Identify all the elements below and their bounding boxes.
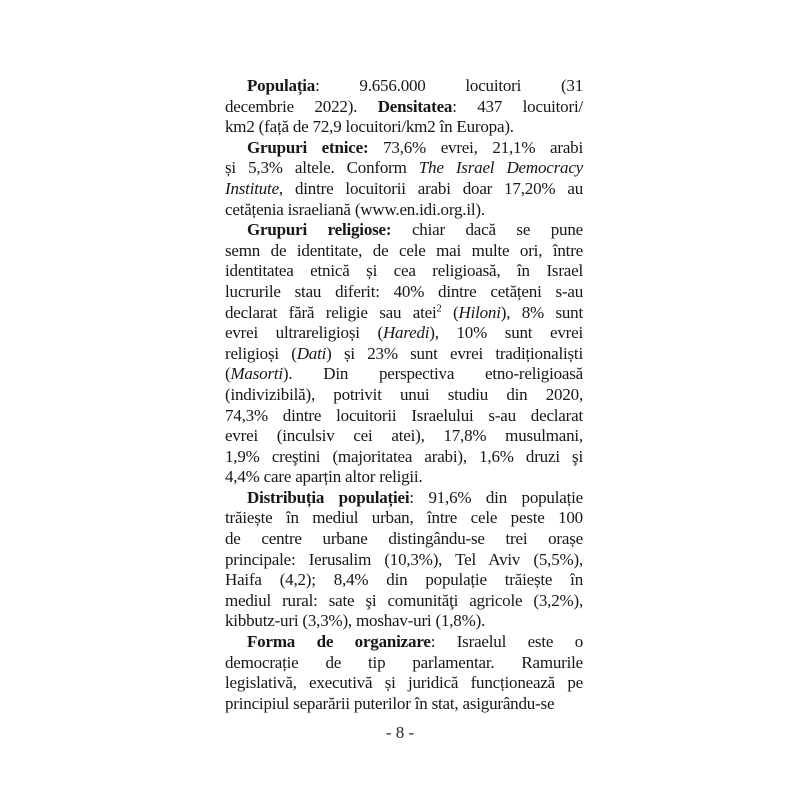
text-segment: legislativă, executivă și juridică funcționează pe <box>225 673 583 693</box>
text-line <box>225 385 583 406</box>
text-line <box>225 550 583 571</box>
text-segment: ) și 23% sunt evrei tradiționaliști <box>326 343 583 363</box>
text-line <box>225 158 583 179</box>
text-segment: lucrurile stau diferit: 40% dintre cetățeni s-au <box>225 281 583 301</box>
text-segment: evrei ultrareligioși ( <box>225 323 383 343</box>
text-segment-italic: The Israel Democracy <box>418 158 584 178</box>
text-segment: , dintre locuitorii arabi doar 17,20% au <box>278 178 583 198</box>
text-segment: decembrie 2022). <box>225 96 378 116</box>
text-line <box>225 364 583 385</box>
text-segment: declarat fără religie sau atei <box>225 302 437 322</box>
text-line <box>225 323 583 344</box>
text-segment: mediul rural: sate şi comunităţi agricole (3,2%), <box>225 590 583 610</box>
text-segment: ( <box>225 364 231 384</box>
text-line <box>225 467 583 488</box>
text-segment: principiul separării puterilor în stat, asigurându-se <box>225 693 555 713</box>
text-segment-italic: Masorti <box>230 364 283 384</box>
text-segment: ( <box>441 302 459 322</box>
text-line <box>225 117 583 138</box>
text-segment: evrei (inculsiv cei atei), 17,8% musulmani, <box>225 426 583 446</box>
text-line <box>225 611 583 632</box>
text-line <box>225 241 583 262</box>
text-segment: kibbutz-uri (3,3%), moshav-uri (1,8%). <box>225 611 486 631</box>
text-segment: de centre urbane distingându-se trei orașe <box>225 529 583 549</box>
text-segment: : 9.656.000 locuitori (31 <box>315 76 583 95</box>
text-segment: 73,6% evrei, 21,1% arabi <box>368 137 583 157</box>
text-segment: : Israelul este o <box>430 632 583 652</box>
text-line <box>225 653 583 674</box>
text-segment: trăiește în mediul urban, între cele peste 100 <box>225 508 583 528</box>
text-segment: democrație de tip parlamentar. Ramurile <box>225 652 583 672</box>
text-segment: 1,9% creştini (majoritatea arabi), 1,6% druzi şi <box>225 446 583 466</box>
text-line <box>225 344 583 365</box>
text-segment-italic: Dati <box>296 343 327 363</box>
paragraph-populatia-densitatea <box>225 76 583 138</box>
text-line <box>225 632 583 653</box>
text-line <box>225 138 583 159</box>
text-segment: Haifa (4,2); 8,4% din populație trăiește în <box>225 570 583 590</box>
text-segment: km2 (față de 72,9 locuitori/km2 în Europa). <box>225 117 514 137</box>
paragraph-forma-de-organizare <box>225 632 583 714</box>
text-line <box>225 488 583 509</box>
text-segment-italic: Hiloni <box>458 302 501 322</box>
footnote-reference: 2 <box>436 302 442 314</box>
paragraph-grupuri-etnice <box>225 138 583 220</box>
text-segment: : 91,6% din populație <box>409 487 583 507</box>
text-segment-bold: Populația <box>247 76 316 95</box>
text-line <box>225 591 583 612</box>
text-segment-italic: Haredi <box>382 323 430 343</box>
text-segment-bold: Grupuri religiose: <box>247 220 392 240</box>
text-line <box>225 261 583 282</box>
text-segment: 4,4% care aparțin altor religii. <box>225 467 423 487</box>
text-segment-bold: Forma de organizare <box>247 632 431 652</box>
text-segment: și 5,3% altele. Conform <box>225 158 419 178</box>
text-line <box>225 179 583 200</box>
text-line <box>225 200 583 221</box>
text-segment: semn de identitate, de cele mai multe ori, între <box>225 240 583 260</box>
text-line <box>225 673 583 694</box>
text-segment: 74,3% dintre locuitorii Israelului s-au declarat <box>225 405 583 425</box>
text-segment: religioși ( <box>225 343 297 363</box>
text-segment-italic: Institute <box>225 178 279 198</box>
text-segment: ), 8% sunt <box>500 302 583 322</box>
text-line <box>225 508 583 529</box>
text-line <box>225 76 583 97</box>
text-segment: cetățenia israeliană (www.en.idi.org.il). <box>225 199 485 219</box>
text-line <box>225 426 583 447</box>
text-line <box>225 570 583 591</box>
text-segment: : 437 locuitori/ <box>452 96 583 116</box>
text-line <box>225 406 583 427</box>
text-line <box>225 282 583 303</box>
text-segment: ), 10% sunt evrei <box>429 323 583 343</box>
page-number: - 8 - <box>385 723 415 742</box>
text-line <box>225 97 583 118</box>
paragraph-distributia-populatiei <box>225 488 583 632</box>
text-line <box>225 529 583 550</box>
text-segment: identitatea etnică și cea religioasă, în Israel <box>225 261 583 281</box>
text-segment: chiar dacă se pune <box>391 220 583 240</box>
text-line <box>225 220 583 241</box>
text-segment: ). Din perspectiva etno-religioasă <box>282 364 583 384</box>
paragraph-grupuri-religioase <box>225 220 583 488</box>
text-line <box>225 303 583 324</box>
text-segment: (indivizibilă), potrivit unui studiu din 2020, <box>225 384 583 404</box>
text-segment-bold: Densitatea <box>377 96 453 116</box>
text-line <box>225 694 583 715</box>
text-segment-bold: Grupuri etnice: <box>247 137 369 157</box>
text-segment: principale: Ierusalim (10,3%), Tel Aviv (5,5%), <box>225 549 583 569</box>
text-column <box>225 76 583 714</box>
text-line <box>225 447 583 468</box>
text-segment-bold: Distribuția populației <box>247 487 410 507</box>
